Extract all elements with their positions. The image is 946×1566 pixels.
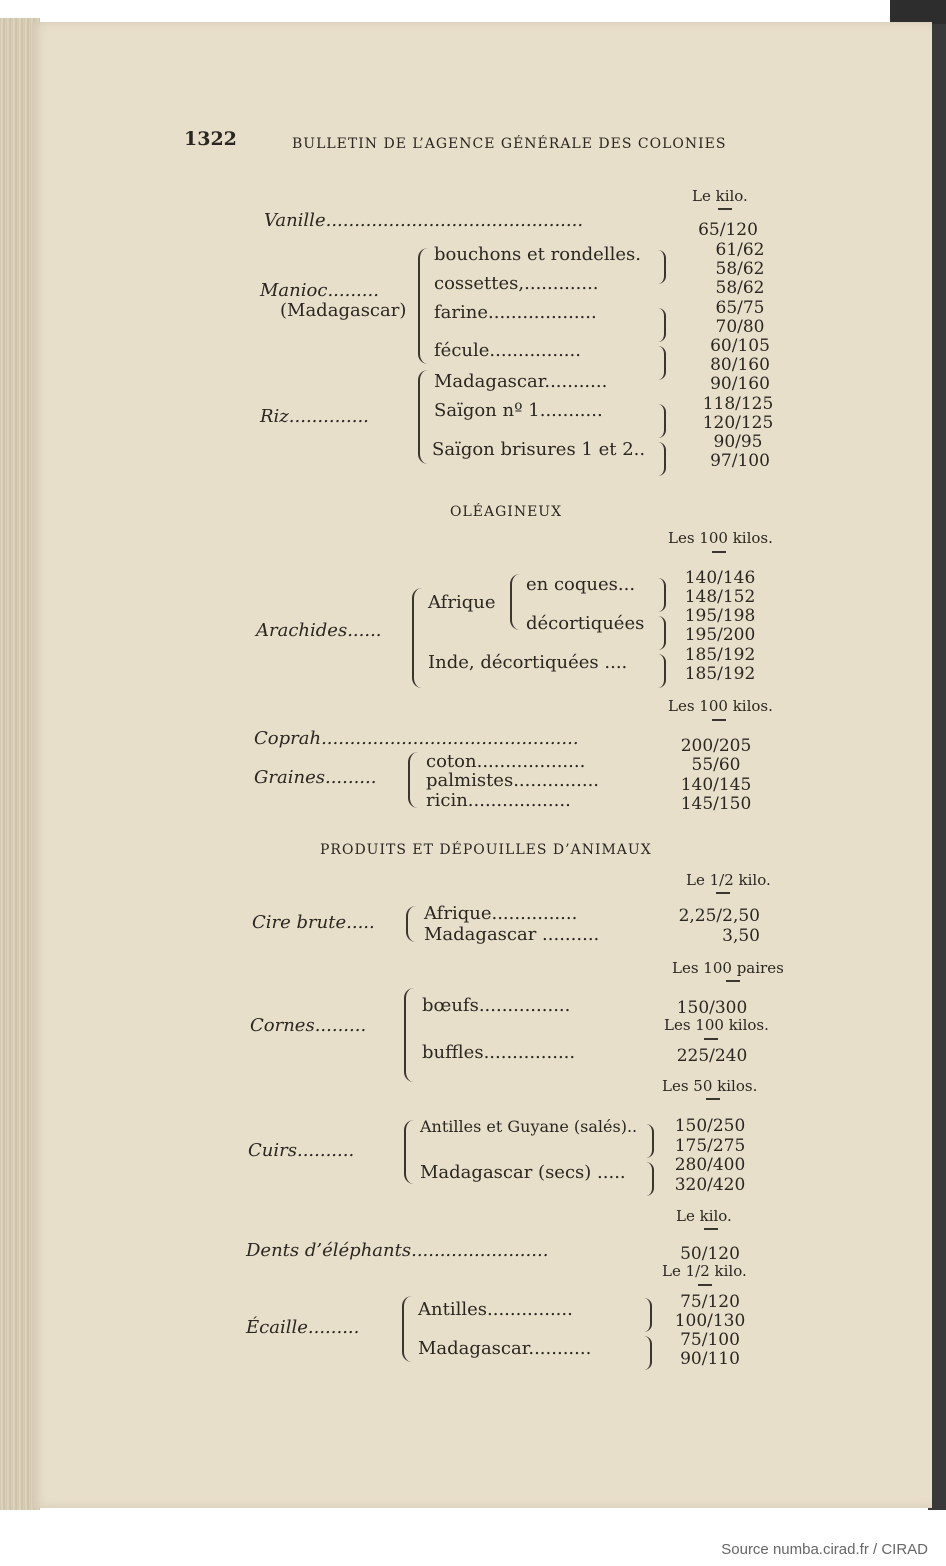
brace-price [658, 346, 666, 380]
riz-item-3: Saïgon brisures 1 et 2.. [432, 439, 646, 460]
unit-les-100-kilos: Les 100 kilos. [668, 697, 773, 715]
brace-price [658, 616, 666, 650]
unit-les-100-paires: Les 100 paires [672, 959, 784, 977]
manioc-item-1: bouchons et rondelles. [434, 244, 641, 265]
brace-riz [418, 370, 430, 464]
manioc-item-4: fécule................ [434, 340, 581, 361]
price-value: 58/62 [715, 259, 765, 279]
product-coprah: Coprah............................................. [254, 728, 579, 749]
brace-graines [408, 752, 418, 808]
cire-item-2: Madagascar .......... [424, 924, 600, 945]
brace-ecaille [402, 1296, 414, 1362]
unit-dash [718, 208, 732, 210]
unit-dash [704, 1228, 718, 1230]
brace-manioc [418, 248, 430, 364]
price-value: 75/120 [680, 1292, 740, 1312]
price-value: 140/146 [684, 568, 756, 588]
brace-price [658, 250, 666, 284]
book-page [32, 22, 932, 1508]
price-value: 61/62 [715, 240, 765, 260]
price-value: 2,25/2,50 [678, 906, 760, 926]
unit-dash [726, 980, 740, 982]
product-vanille: Vanille............................................. [264, 210, 584, 231]
price-value: 150/300 [676, 998, 748, 1018]
source-credit: Source numba.cirad.fr / CIRAD [721, 1541, 928, 1558]
ecaille-item-1: Antilles............... [418, 1299, 573, 1320]
unit-les-50-kilos: Les 50 kilos. [662, 1077, 758, 1095]
price-value: 320/420 [674, 1175, 746, 1195]
price-value: 175/275 [674, 1136, 746, 1156]
arachides-item-1: en coques... [526, 574, 636, 595]
brace-afrique [510, 574, 520, 630]
arachides-item-3: Inde, décortiquées .... [428, 652, 628, 673]
brace-cornes [404, 988, 416, 1082]
scan-background-top [890, 0, 946, 24]
unit-le-kilo: Le kilo. [692, 187, 748, 205]
price-value: 120/125 [702, 413, 774, 433]
graines-item-3: ricin.................. [426, 790, 571, 811]
unit-dash [704, 1038, 718, 1040]
page-number: 1322 [184, 128, 237, 150]
product-arachides: Arachides...... [256, 620, 382, 641]
price-value: 148/152 [684, 587, 756, 607]
brace-cuirs [404, 1120, 416, 1184]
price-value: 195/200 [684, 625, 756, 645]
brace-arachides [412, 588, 424, 688]
unit-dash [716, 892, 730, 894]
unit-les-100-kilos: Les 100 kilos. [664, 1016, 769, 1034]
brace-price [644, 1298, 652, 1332]
running-title: BULLETIN DE L’AGENCE GÉNÉRALE DES COLONIES [292, 136, 727, 152]
brace-price [646, 1162, 654, 1196]
price-value: 195/198 [684, 606, 756, 626]
cuirs-item-1: Antilles et Guyane (salés).. [420, 1117, 638, 1136]
brace-price [658, 404, 666, 438]
brace-price [658, 442, 666, 476]
arachides-afrique: Afrique [428, 592, 496, 613]
price-value: 185/192 [684, 645, 756, 665]
brace-price [646, 1124, 654, 1158]
riz-item-1: Madagascar........... [434, 371, 608, 392]
product-cire-brute: Cire brute..... [252, 912, 375, 933]
brace-price [658, 578, 666, 612]
unit-dash [712, 551, 726, 553]
price-value: 225/240 [676, 1046, 748, 1066]
unit-le-kilo: Le kilo. [676, 1207, 732, 1225]
cornes-item-2: buffles................ [422, 1042, 576, 1063]
cire-item-1: Afrique............... [424, 903, 578, 924]
price-dents: 50/120 [680, 1244, 740, 1264]
price-vanille: 65/120 [698, 220, 758, 240]
cornes-item-1: bœufs................ [422, 995, 571, 1016]
price-value: 3,50 [722, 926, 760, 946]
manioc-item-3: farine................... [434, 302, 597, 323]
section-oleagineux: OLÉAGINEUX [450, 504, 563, 520]
price-value: 65/75 [715, 298, 765, 318]
product-graines: Graines......... [254, 767, 377, 788]
price-value: 70/80 [715, 317, 765, 337]
unit-les-100-kilos: Les 100 kilos. [668, 529, 773, 547]
product-manioc-origin: (Madagascar) [280, 300, 407, 321]
price-value: 118/125 [702, 394, 774, 414]
price-value: 75/100 [680, 1330, 740, 1350]
product-cornes: Cornes......... [250, 1015, 367, 1036]
price-value: 97/100 [710, 451, 770, 471]
price-value: 80/160 [710, 355, 770, 375]
product-dents-elephants: Dents d’éléphants........................ [246, 1240, 549, 1261]
unit-dash [706, 1098, 720, 1100]
price-value: 60/105 [710, 336, 770, 356]
brace-price [658, 308, 666, 342]
brace-price [644, 1336, 652, 1370]
price-value: 90/110 [680, 1349, 740, 1369]
price-value: 90/95 [713, 432, 763, 452]
price-value: 90/160 [710, 374, 770, 394]
manioc-item-2: cossettes,............. [434, 273, 599, 294]
ecaille-item-2: Madagascar........... [418, 1338, 592, 1359]
price-value: 185/192 [684, 664, 756, 684]
price-value: 100/130 [674, 1311, 746, 1331]
price-value: 145/150 [680, 794, 752, 814]
unit-le-demi-kilo: Le 1/2 kilo. [686, 871, 771, 889]
price-value: 280/400 [674, 1155, 746, 1175]
riz-item-2: Saïgon nº 1........... [434, 400, 603, 421]
graines-item-1: coton................... [426, 751, 586, 772]
brace-price [658, 654, 666, 688]
graines-item-2: palmistes............... [426, 770, 600, 791]
section-produits: PRODUITS ET DÉPOUILLES D’ANIMAUX [320, 842, 652, 858]
unit-le-demi-kilo: Le 1/2 kilo. [662, 1262, 747, 1280]
price-value: 140/145 [680, 775, 752, 795]
product-cuirs: Cuirs.......... [248, 1140, 355, 1161]
product-ecaille: Écaille......... [246, 1317, 360, 1338]
arachides-item-2: décortiquées [526, 613, 645, 634]
unit-dash [712, 719, 726, 721]
product-riz: Riz.............. [260, 406, 369, 427]
price-coprah: 200/205 [680, 736, 752, 756]
cuirs-item-2: Madagascar (secs) ..... [420, 1162, 626, 1183]
brace-cire [406, 906, 416, 942]
price-value: 55/60 [691, 755, 741, 775]
unit-dash [698, 1284, 712, 1286]
price-value: 150/250 [674, 1116, 746, 1136]
product-manioc: Manioc......... [260, 280, 379, 301]
price-value: 58/62 [715, 278, 765, 298]
